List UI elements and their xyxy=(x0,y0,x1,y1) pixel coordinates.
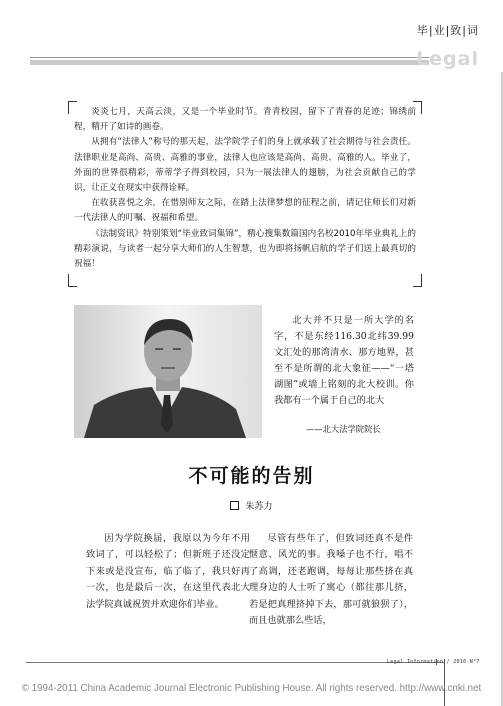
section-title: 毕|业|致|词 xyxy=(416,24,479,37)
author-photo xyxy=(74,305,262,438)
body-paragraph: 尽管有些年了，但致词还真不是件惬意、风光的事。我嗓子也不行，唱不了高调，还老跑调，每每让那些挤在真理身边的人士听了寓心（都往那儿挤，若是把真理挤掉下去，那可就狼狈了），而且也就那么些话， xyxy=(249,533,413,627)
square-icon xyxy=(230,501,239,510)
body-paragraph: 因为学院换届，我原以为今年不用致词了，可以轻松了；但新班子还没定下来或是没宣布，临了临了，我只好再一次，也是最后一次，在这里代表北大法学院真诚祝贺并欢迎你们毕业。 xyxy=(86,533,250,610)
footer-rule xyxy=(26,662,444,663)
author-name: 朱苏力 xyxy=(245,502,273,512)
bracket-bottom-right xyxy=(413,274,422,287)
header-bar xyxy=(30,60,429,65)
bracket-top-right xyxy=(413,101,422,114)
brand-word: Legal xyxy=(416,48,479,70)
body-column-left xyxy=(86,531,250,613)
intro-paragraph: 《法制资讯》特别策划“毕业致词集锦”，精心搜集数篇国内名校2010年毕业典礼上的精彩演说，与读者一起分享大师们的人生智慧，也为即将扬帆启航的学子们送上最真切的祝福！ xyxy=(74,228,416,270)
quote-attribution: ——北大法学院院长 xyxy=(306,424,381,434)
bracket-bottom-left xyxy=(68,274,77,287)
pull-quote: 北大并不只是一所大学的名字，不是东经116.30北纬39.99文汇处的那湾清水、那方地界，甚至不是所谓的北大象征——“一塔湖图”或墙上铭刻的北大校训。你我都有一个属于自己的北大 xyxy=(274,315,414,406)
copyright-notice: © 1994-2011 China Academic Journal Electronic Publishing House. All rights reserved. http://www.cnki.net xyxy=(21,683,482,694)
intro-paragraph: 在收获喜悦之余，在惜别师友之际，在踏上法律梦想的征程之前，请记住师长们对新一代法律人的叮嘱、祝福和希望。 xyxy=(74,198,416,224)
intro-paragraph: 从拥有“法律人”称号的那天起，法学院学子们的身上就承载了社会期待与社会责任。法律职业是高尚、高贵、高雅的事业，法律人也应该是高尚、高贵、高雅的人。毕业了，外面的世界很精彩，蒂蒂学子得到校园，只为一展法律人的翅膀，为社会贡献自己的学识，让正义在现实中获得诠释。 xyxy=(74,137,416,194)
portrait-image xyxy=(74,305,262,438)
intro-box xyxy=(74,105,416,283)
body-column-right xyxy=(249,531,413,629)
bracket-top-left xyxy=(68,101,77,114)
author-line xyxy=(0,499,503,512)
journal-info: Legal Information / 2010.N°7 xyxy=(387,659,480,665)
header-rule xyxy=(30,57,429,58)
intro-paragraph: 炎炎七月，天高云淡，又是一个毕业时节。青青校园，留下了青春的足迹；锦绣前程，精开了如诗的画卷。 xyxy=(74,107,416,133)
article-title: 不可能的告别 xyxy=(188,465,315,487)
